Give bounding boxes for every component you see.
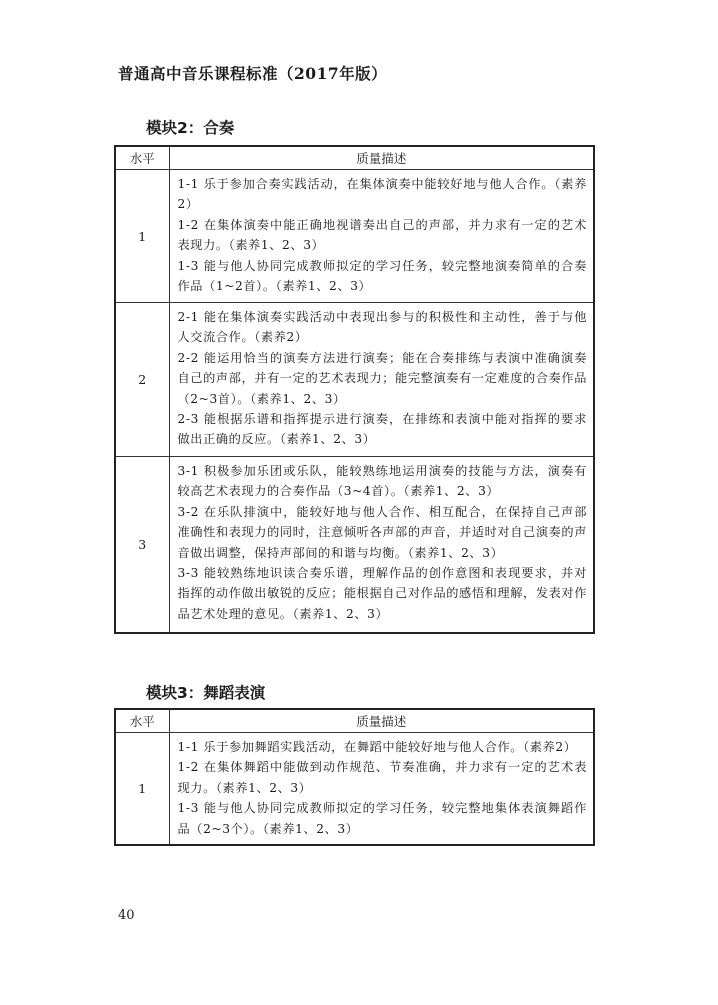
list-item: 3-2 在乐队排演中，能较好地与他人合作、相互配合，在保持自己声部准确性和表现力的同时，注意倾听各声部的声音，并适时对自己演奏的声音做出调整，保持声部间的和谐与均衡。（素养1、2、3）: [177, 504, 587, 560]
list-item: 3-1 积极参加乐团或乐队，能较熟练地运用演奏的技能与方法，演奏有较高艺术表现力的合奏作品（3~4首）。（素养1、2、3）: [177, 464, 587, 499]
list-item: 1-2 在集体演奏中能正确地视谱奏出自己的声部，并力求有一定的艺术表现力。（素养1、2、3）: [177, 217, 587, 253]
description-cell: [169, 457, 594, 633]
list-item: 2-1 能在集体演奏实践活动中表现出参与的积极性和主动性，善于与他人交流合作。（素养2）: [177, 310, 587, 345]
list-item: 3-3 能较熟练地识读合奏乐谱，理解作品的创作意图和表现要求，并对指挥的动作做出敏锐的反应；能根据自己对作品的感悟和理解，发表对作品艺术处理的意见。（素养1、2、3）: [177, 566, 587, 621]
column-header-level: 水平: [115, 709, 169, 733]
table-row: [115, 733, 594, 846]
list-item: 1-2 在集体舞蹈中能做到动作规范、节奏准确，并力求有一定的艺术表现力。（素养1、2、3）: [177, 760, 587, 795]
list-item: 1-1 乐于参加合奏实践活动，在集体演奏中能较好地与他人合作。（素养2）: [177, 177, 587, 212]
table-row: [115, 303, 594, 457]
description-cell: [169, 303, 594, 457]
table-row: [115, 170, 594, 303]
column-header-description: 质量描述: [169, 709, 594, 733]
page-number: 40: [118, 908, 135, 923]
level-cell: 3: [115, 457, 169, 633]
list-item: 1-1 乐于参加舞蹈实践活动，在舞蹈中能较好地与他人合作。（素养2）: [177, 740, 577, 754]
module-2-title: 模块2：合奏: [146, 119, 235, 137]
list-item: 2-2 能运用恰当的演奏方法进行演奏；能在合奏排练与表演中准确演奏自己的声部，并有一定的艺术表现力；能完整演奏有一定难度的合奏作品（2~3首）。（素养1、2、3）: [177, 350, 587, 406]
module-3-title: 模块3：舞蹈表演: [146, 684, 266, 702]
table-header-row: [115, 146, 594, 170]
description-cell: [169, 733, 594, 846]
module-3-table: [114, 708, 595, 846]
column-header-level: 水平: [115, 146, 169, 170]
table-row: [115, 457, 594, 633]
level-cell: 1: [115, 733, 169, 846]
level-cell: 2: [115, 303, 169, 457]
description-cell: [169, 170, 594, 303]
list-item: 1-3 能与他人协同完成教师拟定的学习任务，较完整地集体表演舞蹈作品（2~3个）。（素养1、2、3）: [177, 801, 587, 836]
document-header: 普通高中音乐课程标准（2017年版）: [118, 64, 388, 83]
level-cell: 1: [115, 170, 169, 303]
table-header-row: [115, 709, 594, 733]
column-header-description: 质量描述: [169, 146, 594, 170]
list-item: 2-3 能根据乐谱和指挥提示进行演奏，在排练和表演中能对指挥的要求做出正确的反应。（素养1、2、3）: [177, 412, 587, 447]
module-2-table: [114, 145, 595, 634]
list-item: 1-3 能与他人协同完成教师拟定的学习任务，较完整地演奏简单的合奏作品（1~2首）。（素养1、2、3）: [177, 258, 587, 294]
